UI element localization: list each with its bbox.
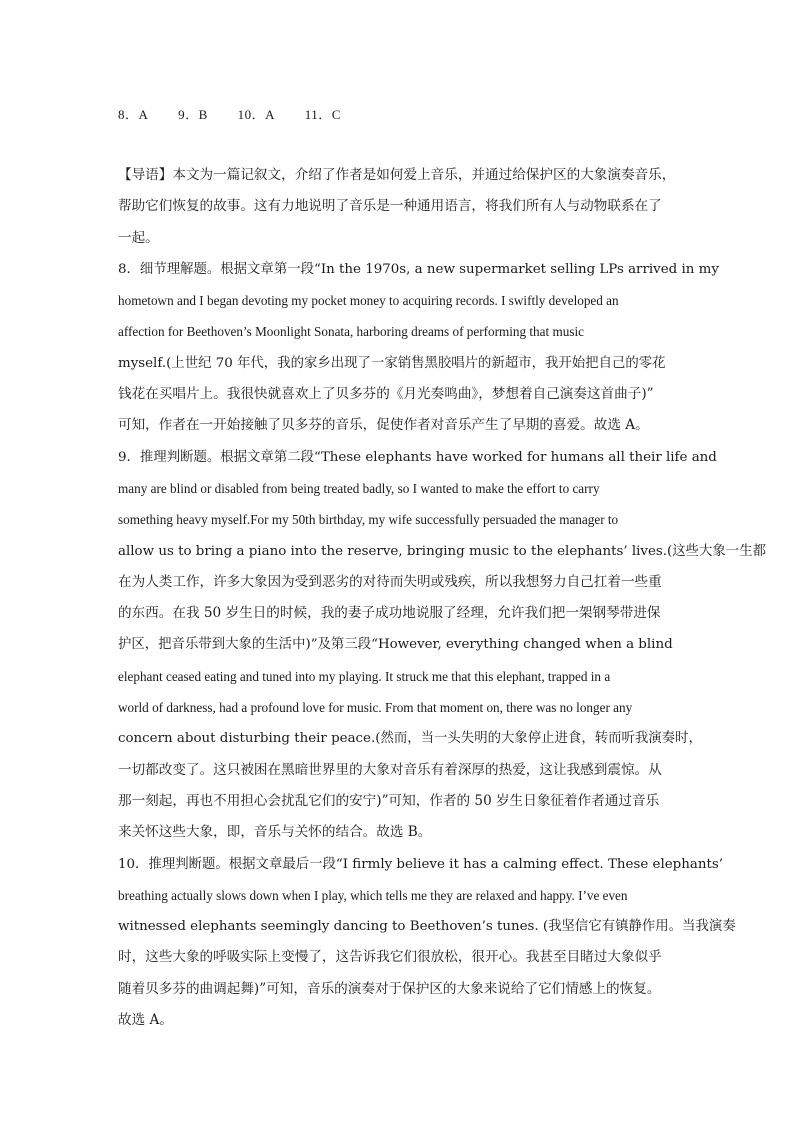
answer-11: 11．C bbox=[304, 107, 341, 122]
explanation-text bbox=[118, 160, 766, 1036]
text-line: hometown and I began devoting my pocket money to acquiring records. I swiftly developed an bbox=[118, 293, 619, 309]
text-line: elephant ceased eating and tuned into my playing. It struck me that this elephant, trapped in a bbox=[118, 668, 611, 684]
text-line: 8．细节理解题。根据文章第一段“In the 1970s, a new supermarket selling LPs arrived in my bbox=[118, 261, 719, 277]
text-line: 那一刻起，再也不用担心会扰乱它们的安宁)”可知，作者的 50 岁生日象征着作者通过音乐 bbox=[118, 792, 660, 809]
text-line: 时，这些大象的呼吸实际上变慢了，这告诉我它们很放松，很开心。我甚至目睹过大象似乎 bbox=[118, 949, 662, 966]
text-line: 帮助它们恢复的故事。这有力地说明了音乐是一种通用语言，将我们所有人与动物联系在了 bbox=[118, 198, 662, 215]
answer-8: 8．A bbox=[118, 107, 149, 122]
text-line: allow us to bring a piano into the reserve, bringing music to the elephants’ lives.(这些大象一生都 bbox=[118, 543, 766, 559]
text-line: something heavy myself.For my 50th birthday, my wife successfully persuaded the manager to bbox=[118, 512, 619, 528]
text-line: 护区，把音乐带到大象的生活中)”及第三段“However, everything changed when a blind bbox=[118, 637, 673, 653]
text-line: myself.(上世纪 70 年代，我的家乡出现了一家销售黑胶唱片的新超市，我开始把自己的零花 bbox=[118, 355, 666, 371]
text-line: 随着贝多芬的曲调起舞)”可知，音乐的演奏对于保护区的大象来说给了它们情感上的恢复。 bbox=[118, 980, 661, 997]
text-line: 来关怀这些大象，即，音乐与关怀的结合。故选 B。 bbox=[118, 824, 432, 841]
text-line: 一起。 bbox=[118, 229, 159, 246]
text-line: 9．推理判断题。根据文章第二段“These elephants have worked for humans all their life and bbox=[118, 449, 717, 465]
text-line: 【导语】本文为一篇记叙文，介绍了作者是如何爱上音乐，并通过给保护区的大象演奏音乐， bbox=[118, 167, 676, 183]
text-line: 的东西。在我 50 岁生日的时候，我的妻子成功地说服了经理，允许我们把一架钢琴带进保 bbox=[118, 605, 661, 622]
text-line: affection for Beethoven’s Moonlight Sonata, harboring dreams of performing that music bbox=[118, 324, 584, 340]
text-line: concern about disturbing their peace.(然而，当一头失明的大象停止进食，转而听我演奏时， bbox=[118, 731, 702, 747]
answer-key bbox=[118, 104, 367, 123]
text-line: witnessed elephants seemingly dancing to Beethoven’s tunes. (我坚信它有镇静作用。当我演奏 bbox=[118, 919, 736, 935]
text-line: 在为人类工作，许多大象因为受到恶劣的对待而失明或残疾，所以我想努力自己扛着一些重 bbox=[118, 573, 662, 590]
text-line: 钱花在买唱片上。我很快就喜欢上了贝多芬的《月光奏鸣曲》，梦想着自己演奏这首曲子)” bbox=[118, 386, 654, 403]
text-line: world of darkness, had a profound love for music. From that moment on, there was no longer any bbox=[118, 700, 633, 716]
text-line: 10．推理判断题。根据文章最后一段“I firmly believe it has a calming effect. These elephants’ bbox=[118, 856, 723, 872]
text-line: many are blind or disabled from being treated badly, so I wanted to make the effort to carry bbox=[118, 480, 600, 496]
text-line: 一切都改变了。这只被困在黑暗世界里的大象对音乐有着深厚的热爱，这让我感到震惊。从 bbox=[118, 761, 662, 778]
answer-10: 10．A bbox=[237, 107, 275, 122]
text-line: breathing actually slows down when I play, which tells me they are relaxed and happy. I’ve even bbox=[118, 887, 628, 903]
text-line: 故选 A。 bbox=[118, 1012, 173, 1029]
answer-9: 9．B bbox=[178, 107, 208, 122]
text-line: 可知，作者在一开始接触了贝多芬的音乐，促使作者对音乐产生了早期的喜爱。故选 A。 bbox=[118, 417, 649, 434]
